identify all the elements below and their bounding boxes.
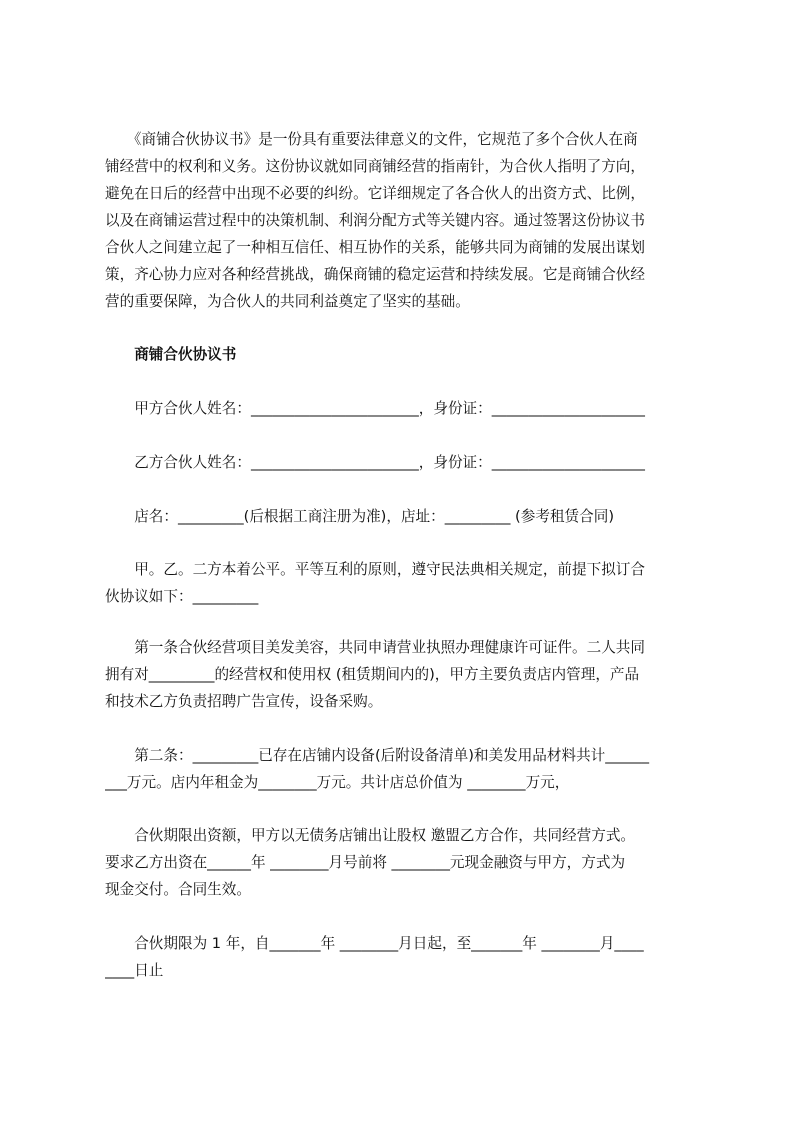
party-a-line: 甲方合伙人姓名：_______________________，身份证：_____________________	[105, 400, 645, 417]
term-line: ____日止	[105, 962, 164, 979]
intro-line: 《商铺合伙协议书》是一份具有重要法律意义的文件，它规范了多个合伙人在商	[105, 131, 638, 148]
article2-line: 第二条：_________已存在店铺内设备(后附设备清单)和美发用品材料共计______	[105, 747, 650, 764]
intro-line: 铺经营中的权利和义务。这份协议就如同商铺经营的指南针，为合伙人指明了方向，	[105, 158, 645, 175]
article1-line: 拥有对_________的经营权和使用权 (租赁期间内的)，甲方主要负责店内管理，产品	[105, 666, 640, 683]
capital-line: 要求乙方出资在______年 ________月号前将 ________元现金融资与甲方，方式为	[105, 854, 626, 871]
article2-line: ___万元。店内年租金为________万元。共计店总价值为 ________万元，	[105, 774, 570, 791]
term-line: 合伙期限为 1 年，自_______年 ________月日起，至_______年 ________月____	[105, 935, 644, 952]
intro-line: 营的重要保障，为合伙人的共同利益奠定了坚实的基础。	[105, 293, 470, 310]
shop-line: 店名：_________(后根据工商注册为准)，店址：_________ (参考租赁合同)	[105, 508, 615, 525]
capital-line: 现金交付。合同生效。	[105, 881, 251, 898]
intro-line: 以及在商铺运营过程中的决策机制、利润分配方式等关键内容。通过签署这份协议书	[105, 212, 645, 229]
party-b-line: 乙方合伙人姓名：_______________________，身份证：_____________________	[105, 454, 645, 471]
intro-line: 策，齐心协力应对各种经营挑战，确保商铺的稳定运营和持续发展。它是商铺合伙经	[105, 266, 645, 283]
intro-line: 合伙人之间建立起了一种相互信任、相互协作的关系，能够共同为商铺的发展出谋划	[105, 239, 645, 256]
article1-line: 和技术乙方负责招聘广告宣传，设备采购。	[105, 693, 383, 710]
preamble-line: 甲。乙。二方本着公平。平等互利的原则，遵守民法典相关规定，前提下拟订合	[105, 561, 645, 578]
intro-line: 避免在日后的经营中出现不必要的纠纷。它详细规定了各合伙人的出资方式、比例，	[105, 185, 645, 202]
article1-line: 第一条合伙经营项目美发美容，共同申请营业执照办理健康许可证件。二人共同	[105, 639, 645, 656]
agreement-title: 商铺合伙协议书	[105, 346, 237, 363]
preamble-line: 伙协议如下：_________	[105, 588, 259, 605]
capital-line: 合伙期限出资额，甲方以无债务店铺出让股权 邀盟乙方合作，共同经营方式。	[105, 827, 636, 844]
